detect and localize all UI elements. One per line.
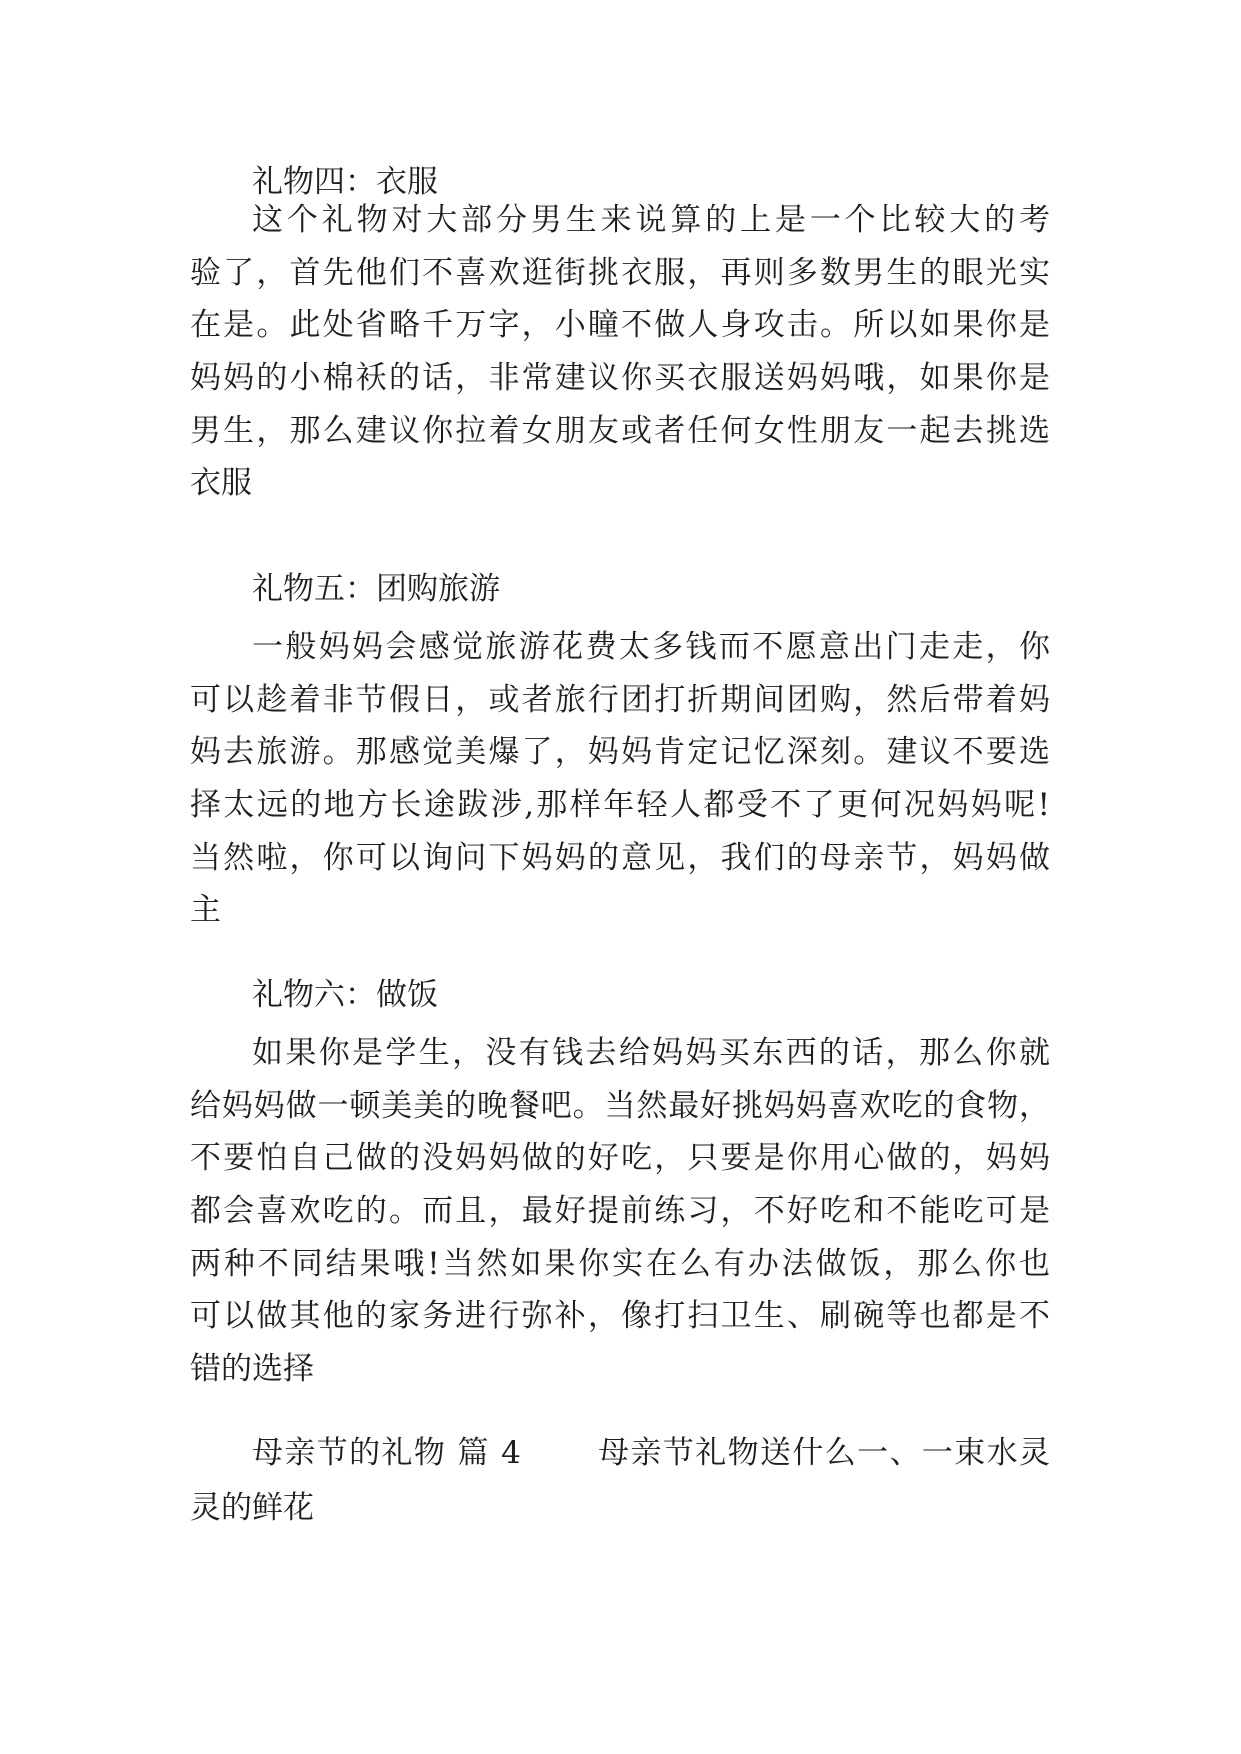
paragraph-line: 不要怕自己做的没妈妈做的好吃，只要是你用心做的，妈妈	[190, 1140, 1050, 1176]
section-heading-gift-5: 礼物五：团购旅游	[252, 571, 500, 607]
paragraph-line: 择太远的地方长途跋涉,那样年轻人都受不了更何况妈妈呢!	[190, 787, 1050, 823]
paragraph-line: 如果你是学生，没有钱去给妈妈买东西的话，那么你就	[252, 1035, 1050, 1071]
paragraph-line: 一般妈妈会感觉旅游花费太多钱而不愿意出门走走，你	[252, 629, 1050, 665]
paragraph-line: 男生，那么建议你拉着女朋友或者任何女性朋友一起去挑选	[190, 413, 1050, 449]
paragraph-line: 验了，首先他们不喜欢逛街挑衣服，再则多数男生的眼光实	[190, 255, 1050, 291]
article-heading-line: 母亲节的礼物 篇 4 母亲节礼物送什么一、一束水灵	[252, 1435, 1050, 1471]
paragraph-line: 灵的鲜花	[190, 1490, 314, 1526]
paragraph-line: 主	[190, 892, 221, 928]
paragraph-line: 当然啦，你可以询问下妈妈的意见，我们的母亲节，妈妈做	[190, 840, 1050, 876]
paragraph-line: 两种不同结果哦!当然如果你实在么有办法做饭，那么你也	[190, 1246, 1050, 1282]
section-heading-gift-4: 礼物四：衣服	[252, 164, 438, 200]
paragraph-line: 在是。此处省略千万字，小瞳不做人身攻击。所以如果你是	[190, 307, 1050, 343]
section-heading-gift-6: 礼物六：做饭	[252, 977, 438, 1013]
paragraph-line: 都会喜欢吃的。而且，最好提前练习，不好吃和不能吃可是	[190, 1193, 1050, 1229]
paragraph-line: 可以趁着非节假日，或者旅行团打折期间团购，然后带着妈	[190, 682, 1050, 718]
paragraph-line: 衣服	[190, 465, 252, 501]
paragraph-line: 错的选择	[190, 1351, 314, 1387]
paragraph-line: 给妈妈做一顿美美的晚餐吧。当然最好挑妈妈喜欢吃的食物，	[190, 1088, 1050, 1124]
paragraph-line: 这个礼物对大部分男生来说算的上是一个比较大的考	[252, 202, 1050, 238]
paragraph-line: 妈妈的小棉袄的话，非常建议你买衣服送妈妈哦，如果你是	[190, 360, 1050, 396]
paragraph-line: 可以做其他的家务进行弥补，像打扫卫生、刷碗等也都是不	[190, 1298, 1050, 1334]
paragraph-line: 妈去旅游。那感觉美爆了，妈妈肯定记忆深刻。建议不要选	[190, 734, 1050, 770]
